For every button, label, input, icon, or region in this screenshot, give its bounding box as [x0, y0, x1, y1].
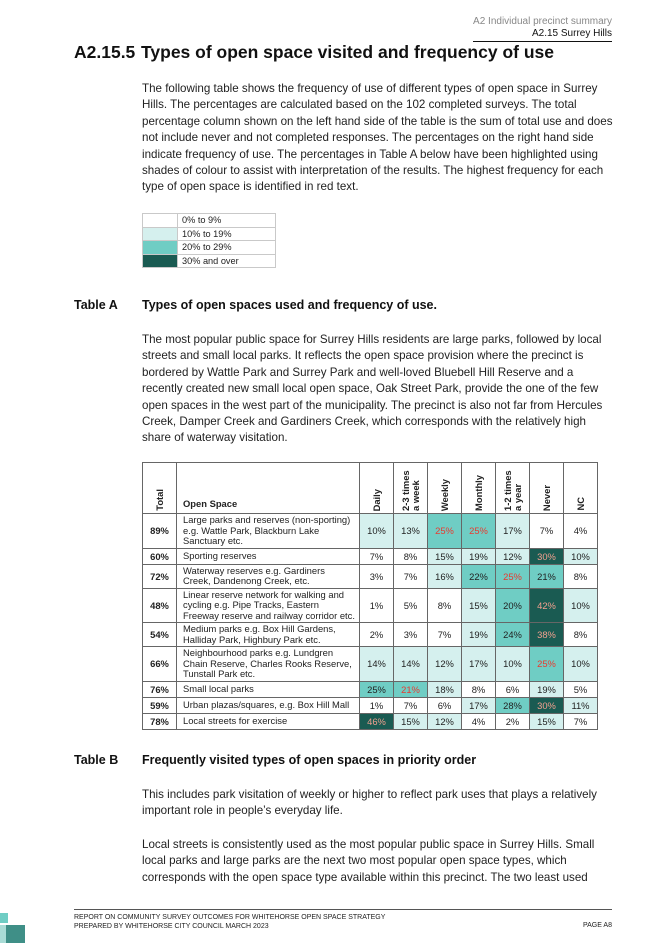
table-b-paragraph-2: Local streets is consistently used as the most popular public space in Surrey Hills. Small local parks and large parks are the next two most popular open space types, which corresponds with the open space type available within this precinct. The two least used [142, 838, 595, 884]
value-cell: 10% [360, 514, 394, 549]
section-title [74, 42, 554, 63]
value-cell: 19% [530, 681, 564, 697]
value-cell: 8% [428, 588, 462, 623]
value-cell: 14% [394, 647, 428, 682]
value-cell: 7% [360, 548, 394, 564]
header-label: Never [540, 484, 552, 511]
value-cell: 16% [428, 564, 462, 588]
colour-legend [142, 213, 276, 268]
open-space-cell: Sporting reserves [177, 548, 360, 564]
header-frequency [394, 463, 428, 514]
legend-label: 20% to 29% [178, 241, 276, 255]
footer-prepared-by: PREPARED BY WHITEHORSE CITY COUNCIL MARCH 2023 [74, 923, 269, 930]
total-cell: 76% [143, 681, 177, 697]
value-cell: 25% [462, 514, 496, 549]
legend-label: 30% and over [178, 254, 276, 268]
footer-text [74, 913, 385, 931]
value-cell: 17% [496, 514, 530, 549]
value-cell: 12% [496, 548, 530, 564]
value-cell: 3% [394, 623, 428, 647]
header-label: 2-3 times a week [399, 470, 421, 511]
value-cell: 10% [564, 548, 598, 564]
value-cell: 15% [530, 713, 564, 729]
header-label: NC [574, 497, 586, 511]
table-b-paragraph-1: This includes park visitation of weekly or higher to reflect park uses that plays a relatively important role in people’s everyday life. [142, 788, 597, 818]
value-cell: 10% [564, 647, 598, 682]
value-cell: 7% [564, 713, 598, 729]
page-number: PAGE A8 [582, 922, 612, 929]
value-cell: 6% [496, 681, 530, 697]
total-cell: 54% [143, 623, 177, 647]
value-cell: 8% [564, 623, 598, 647]
value-cell: 17% [462, 647, 496, 682]
open-space-cell: Linear reserve network for walking and cycling e.g. Pipe Tracks, Eastern Freeway reserve and railway corridor etc. [177, 588, 360, 623]
value-cell: 1% [360, 588, 394, 623]
legend-swatch [143, 241, 178, 255]
open-space-cell: Large parks and reserves (non-sporting) e.g. Wattle Park, Blackburn Lake Sanctuary etc. [177, 514, 360, 549]
value-cell: 25% [496, 564, 530, 588]
value-cell: 8% [564, 564, 598, 588]
value-cell: 15% [462, 588, 496, 623]
header-total [143, 463, 177, 514]
corner-decoration [0, 913, 8, 923]
value-cell: 6% [428, 697, 462, 713]
open-space-cell: Urban plazas/squares, e.g. Box Hill Mall [177, 697, 360, 713]
total-cell: 59% [143, 697, 177, 713]
value-cell: 7% [394, 697, 428, 713]
value-cell: 10% [564, 588, 598, 623]
table-b-heading [74, 753, 476, 767]
legend-row [143, 227, 276, 241]
header-frequency [496, 463, 530, 514]
open-space-cell: Waterway reserves e.g. Gardiners Creek, Dandenong Creek, etc. [177, 564, 360, 588]
table-b-label: Table B [74, 753, 119, 767]
value-cell: 46% [360, 713, 394, 729]
value-cell: 8% [462, 681, 496, 697]
header-label: Weekly [438, 478, 450, 511]
table-header-row [143, 463, 598, 514]
legend-swatch [143, 214, 178, 228]
value-cell: 30% [530, 697, 564, 713]
value-cell: 5% [564, 681, 598, 697]
footer-report-title: REPORT ON COMMUNITY SURVEY OUTCOMES FOR WHITEHORSE OPEN SPACE STRATEGY [74, 914, 386, 921]
frequency-table [142, 462, 598, 730]
value-cell: 7% [394, 564, 428, 588]
header-label: 1-2 times a year [501, 470, 523, 511]
section-title-text: Types of open space visited and frequency of use [141, 42, 554, 62]
value-cell: 18% [428, 681, 462, 697]
open-space-cell: Medium parks e.g. Box Hill Gardens, Halliday Park, Highbury Park etc. [177, 623, 360, 647]
legend-label: 0% to 9% [178, 214, 276, 228]
value-cell: 2% [360, 623, 394, 647]
header-section: A2.15 Surrey Hills [473, 28, 612, 42]
value-cell: 25% [530, 647, 564, 682]
open-space-cell: Neighbourhood parks e.g. Lundgren Chain Reserve, Charles Rooks Reserve, Tunstall Park etc. [177, 647, 360, 682]
table-row [143, 514, 598, 549]
value-cell: 38% [530, 623, 564, 647]
legend-swatch [143, 227, 178, 241]
open-space-cell: Local streets for exercise [177, 713, 360, 729]
legend-swatch [143, 254, 178, 268]
section-number: A2.15.5 [74, 42, 136, 62]
table-row [143, 588, 598, 623]
value-cell: 10% [496, 647, 530, 682]
value-cell: 1% [360, 697, 394, 713]
table-row [143, 681, 598, 697]
value-cell: 5% [394, 588, 428, 623]
intro-paragraph: The following table shows the frequency of use of different types of open space in Surrey Hills. The percentages are calculated based on the 102 completed surveys. The total percentage column shown on the left hand side of the table is the sum of total use and does not include never and not completed responses. The percentages on the right hand side indicate frequency of use. The percentages in Table A below have been highlighted using shades of colour to assist with interpretation of the results. The highest frequency for each type of open space is identified in red text. [142, 82, 613, 194]
value-cell: 25% [360, 681, 394, 697]
value-cell: 15% [428, 548, 462, 564]
value-cell: 14% [360, 647, 394, 682]
table-row [143, 697, 598, 713]
table-row [143, 623, 598, 647]
total-cell: 48% [143, 588, 177, 623]
table-row [143, 647, 598, 682]
value-cell: 13% [394, 514, 428, 549]
total-cell: 72% [143, 564, 177, 588]
header-frequency [530, 463, 564, 514]
table-a-description: The most popular public space for Surrey Hills residents are large parks, followed by local streets and small local parks. It reflects the open space provision where the precinct is bordered by Wattle Park and Surrey Park and well-loved Bluebell Hill Reserve and a recently created new small local open space, Oak Street Park, provide the one of the few open spaces in the west part of the municipality. The precinct is also not far from Hercules Creek, Damper Creek and Gardiners Creek, which corresponds with the relatively high share of waterway visitation. [142, 333, 603, 445]
value-cell: 4% [564, 514, 598, 549]
header-open-space: Open Space [177, 463, 360, 514]
legend-label: 10% to 19% [178, 227, 276, 241]
header-frequency [462, 463, 496, 514]
header-label: Total [153, 489, 165, 511]
legend-row [143, 241, 276, 255]
value-cell: 24% [496, 623, 530, 647]
value-cell: 22% [462, 564, 496, 588]
header-label: Monthly [472, 475, 484, 511]
value-cell: 21% [394, 681, 428, 697]
header-label: Daily [370, 488, 382, 511]
table-a-label: Table A [74, 298, 118, 312]
legend-row [143, 214, 276, 228]
value-cell: 30% [530, 548, 564, 564]
total-cell: 89% [143, 514, 177, 549]
value-cell: 19% [462, 548, 496, 564]
table-row [143, 564, 598, 588]
value-cell: 2% [496, 713, 530, 729]
value-cell: 7% [530, 514, 564, 549]
running-header [473, 16, 612, 42]
header-frequency [360, 463, 394, 514]
header-chapter: A2 Individual precinct summary [473, 16, 612, 27]
footer-rule [74, 909, 612, 910]
table-a-heading [74, 298, 437, 312]
value-cell: 28% [496, 697, 530, 713]
open-space-cell: Small local parks [177, 681, 360, 697]
value-cell: 25% [428, 514, 462, 549]
table-a-title: Types of open spaces used and frequency of use. [142, 298, 437, 312]
table-row [143, 713, 598, 729]
value-cell: 42% [530, 588, 564, 623]
table-b-title: Frequently visited types of open spaces in priority order [142, 753, 477, 767]
value-cell: 12% [428, 647, 462, 682]
total-cell: 78% [143, 713, 177, 729]
table-row [143, 548, 598, 564]
value-cell: 20% [496, 588, 530, 623]
value-cell: 21% [530, 564, 564, 588]
value-cell: 8% [394, 548, 428, 564]
value-cell: 4% [462, 713, 496, 729]
value-cell: 17% [462, 697, 496, 713]
legend-row [143, 254, 276, 268]
total-cell: 66% [143, 647, 177, 682]
header-frequency [428, 463, 462, 514]
total-cell: 60% [143, 548, 177, 564]
header-frequency [564, 463, 598, 514]
value-cell: 3% [360, 564, 394, 588]
value-cell: 7% [428, 623, 462, 647]
value-cell: 11% [564, 697, 598, 713]
value-cell: 15% [394, 713, 428, 729]
corner-decoration [6, 925, 25, 943]
value-cell: 12% [428, 713, 462, 729]
value-cell: 19% [462, 623, 496, 647]
